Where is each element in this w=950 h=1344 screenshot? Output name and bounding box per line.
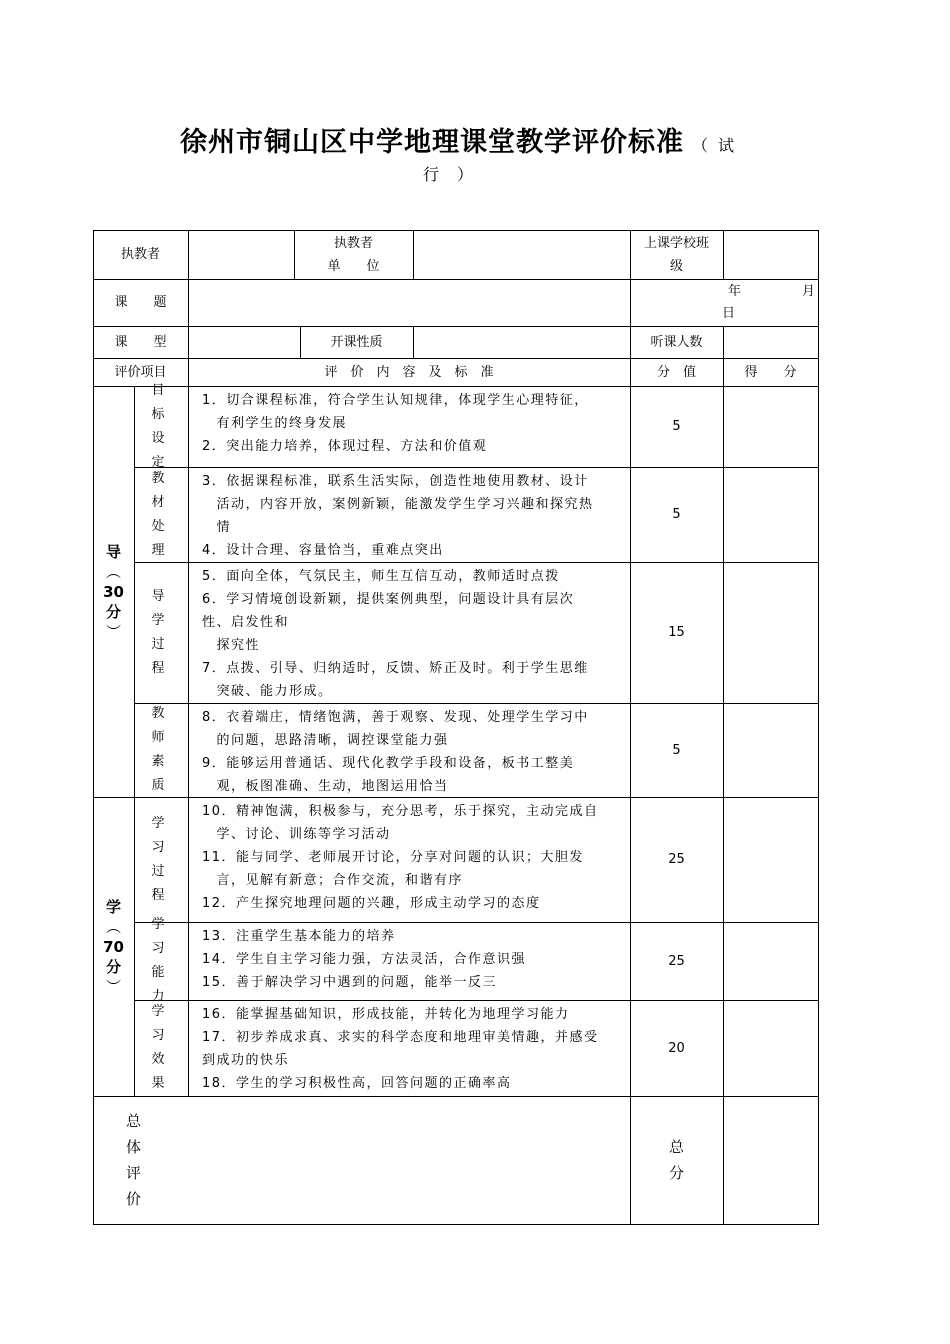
score-got-field xyxy=(723,467,818,562)
criteria-line: 4．设计合理、容量恰当，重难点突出 xyxy=(202,543,444,558)
section-points: 70 xyxy=(103,937,124,956)
criteria-line: 7．点拨、引导、归纳适时，反馈、矫正及时。利于学生思维 xyxy=(202,661,589,676)
section-unit: 分 xyxy=(105,602,121,621)
criteria-line: 18．学生的学习积极性高，回答问题的正确率高 xyxy=(202,1076,512,1091)
date-field xyxy=(630,279,818,326)
class-label xyxy=(630,230,723,279)
score-value: 5 xyxy=(672,507,681,522)
date-part: 日 xyxy=(722,306,736,321)
criteria-text xyxy=(188,922,630,1000)
sub-item-line: 学习 xyxy=(151,1004,183,1043)
table-border xyxy=(93,1224,819,1225)
criteria-text xyxy=(188,1000,630,1096)
sub-item-line: 设定 xyxy=(151,430,183,470)
score-got-field xyxy=(723,562,818,703)
sub-item-line: 学习 xyxy=(151,917,183,956)
criteria-line: 情 xyxy=(202,520,232,535)
score-got-field xyxy=(723,797,818,922)
sub-item xyxy=(134,797,188,922)
sub-item xyxy=(134,382,188,470)
table-border xyxy=(413,326,414,358)
table-border xyxy=(413,230,414,279)
score-value: 25 xyxy=(668,852,685,867)
score-got-field xyxy=(723,703,818,797)
class-label-line: 级 xyxy=(669,258,683,274)
score-value: 15 xyxy=(668,625,685,640)
sub-item-line: 教师 xyxy=(151,706,183,745)
criteria-line: 观，板图准确、生动，地图运用恰当 xyxy=(202,779,449,794)
score-got-field xyxy=(723,386,818,467)
page-title: 徐州市铜山区中学地理课堂教学评价标准 （试 xyxy=(180,127,745,158)
criteria-text xyxy=(188,386,630,467)
sub-item-line: 效果 xyxy=(151,1052,183,1091)
criteria-line: 到成功的快乐 xyxy=(202,1053,290,1068)
criteria-text xyxy=(188,562,630,703)
criteria-line: 13．注重学生基本能力的培养 xyxy=(202,929,396,944)
sub-item-line: 能力 xyxy=(151,965,183,1004)
total-label-line: 总 xyxy=(668,1138,684,1156)
score-value: 5 xyxy=(672,419,681,434)
unit-label-line: 执教者 xyxy=(333,235,373,251)
criteria-line: 11．能与同学、老师展开讨论，分享对问题的认识；大胆发 xyxy=(202,850,585,865)
unit-label xyxy=(294,230,413,279)
score-label: 分 值 xyxy=(656,364,696,380)
criteria-line: 16．能掌握基础知识，形成技能，并转化为地理学习能力 xyxy=(202,1007,570,1022)
criteria-line: 14．学生自主学习能力强，方法灵活，合作意识强 xyxy=(202,952,527,967)
criteria-line: 12．产生探究地理问题的兴趣，形成主动学习的态度 xyxy=(202,896,541,911)
score-got-field xyxy=(723,922,818,1000)
criteria-text xyxy=(188,703,630,797)
total-label-line: 分 xyxy=(668,1164,684,1182)
section-label xyxy=(93,386,134,797)
overall-label-line: 总 体 xyxy=(125,1112,214,1156)
sub-item xyxy=(134,1000,188,1096)
criteria-line: 15．善于解决学习中遇到的问题，能举一反三 xyxy=(202,975,498,990)
sub-item xyxy=(134,703,188,797)
criteria-line: 6．学习情境创设新颖，提供案例典型，问题设计具有层次 xyxy=(202,592,575,607)
score-value: 25 xyxy=(668,953,685,969)
title-suffix: （试 xyxy=(692,136,745,155)
criteria-line: 突破、能力形成。 xyxy=(202,684,333,699)
sub-item-line: 目标 xyxy=(151,382,183,422)
section-name: 导 xyxy=(105,542,121,561)
table-border xyxy=(723,230,724,279)
type-label: 课 型 xyxy=(114,334,167,350)
title-line2: 行） xyxy=(423,165,492,184)
section-points: 30 xyxy=(103,582,124,601)
audience-label: 听课人数 xyxy=(650,334,703,350)
got-label: 得 分 xyxy=(744,364,797,380)
unit-label-line: 单 位 xyxy=(327,258,380,274)
paren-open: ︵ xyxy=(105,917,121,936)
criteria-line: 2．突出能力培养，体现过程、方法和价值观 xyxy=(202,439,488,454)
sub-item xyxy=(134,562,188,703)
total-label xyxy=(630,1096,723,1224)
sub-item-line: 素质 xyxy=(151,754,183,793)
sub-item-line: 学习 xyxy=(151,815,183,855)
criteria-line: 1．切合课程标准，符合学生认知规律，体现学生心理特征， xyxy=(202,393,589,408)
sub-item-line: 过程 xyxy=(151,863,183,903)
sub-item-line: 处理 xyxy=(151,518,183,558)
paren-close: ︶ xyxy=(105,622,121,641)
criteria-line: 8．衣着端庄，情绪饱满，善于观察、发现、处理学生学习中 xyxy=(202,710,589,725)
sub-item-line: 过程 xyxy=(151,636,183,676)
table-border xyxy=(188,230,189,358)
item-label: 评价项目 xyxy=(114,364,167,380)
criteria-line: 3．依据课程标准，联系生活实际，创造性地使用教材、设计 xyxy=(202,474,589,489)
nature-label: 开课性质 xyxy=(330,334,383,350)
sub-item-line: 教材 xyxy=(151,470,183,510)
paren-close: ︶ xyxy=(105,977,121,996)
criteria-line: 5．面向全体，气氛民主，师生互信互动，教师适时点拨 xyxy=(202,569,560,584)
topic-label: 课 题 xyxy=(114,295,167,310)
section-name: 学 xyxy=(105,897,121,916)
class-label-line: 上课学校班 xyxy=(643,235,709,251)
criteria-line: 有利学生的终身发展 xyxy=(202,416,348,431)
criteria-line: 言，见解有新意；合作交流，和谐有序 xyxy=(202,873,464,888)
score-value: 5 xyxy=(672,742,681,758)
criteria-text xyxy=(188,797,630,922)
sub-item xyxy=(134,917,188,1004)
score-got-field xyxy=(723,1000,818,1096)
sub-item xyxy=(134,467,188,562)
total-score-field xyxy=(723,1096,818,1224)
score-value: 20 xyxy=(668,1040,685,1056)
overall-label xyxy=(93,1096,214,1224)
teacher-label: 执教者 xyxy=(120,247,160,262)
criteria-line: 活动，内容开放，案例新颖，能激发学生学习兴趣和探究热 xyxy=(202,497,594,512)
criteria-line: 探究性 xyxy=(202,638,261,653)
criteria-line: 9．能够运用普通话、现代化教学手段和设备，板书工整美 xyxy=(202,756,575,771)
overall-label-line: 评 价 xyxy=(125,1164,214,1208)
section-label xyxy=(93,797,134,1096)
date-part: 月 xyxy=(802,284,816,299)
criteria-text xyxy=(188,467,630,562)
criteria-line: 17．初步养成求真、求实的科学态度和地理审美情趣，并感受 xyxy=(202,1030,599,1045)
sub-item-line: 导学 xyxy=(151,588,183,628)
criteria-line: 性、启发性和 xyxy=(202,615,290,630)
criteria-line: 的问题，思路清晰，调控课堂能力强 xyxy=(202,733,449,748)
paren-open: ︵ xyxy=(105,562,121,581)
criteria-line: 学、讨论、训练等学习活动 xyxy=(202,827,391,842)
content-label: 评 价 内 容 及 标 准 xyxy=(324,364,494,380)
date-part: 年 xyxy=(728,284,742,299)
criteria-line: 10．精神饱满，积极参与，充分思考，乐于探究，主动完成自 xyxy=(202,804,599,819)
table-border xyxy=(818,230,819,1224)
section-unit: 分 xyxy=(105,957,121,976)
